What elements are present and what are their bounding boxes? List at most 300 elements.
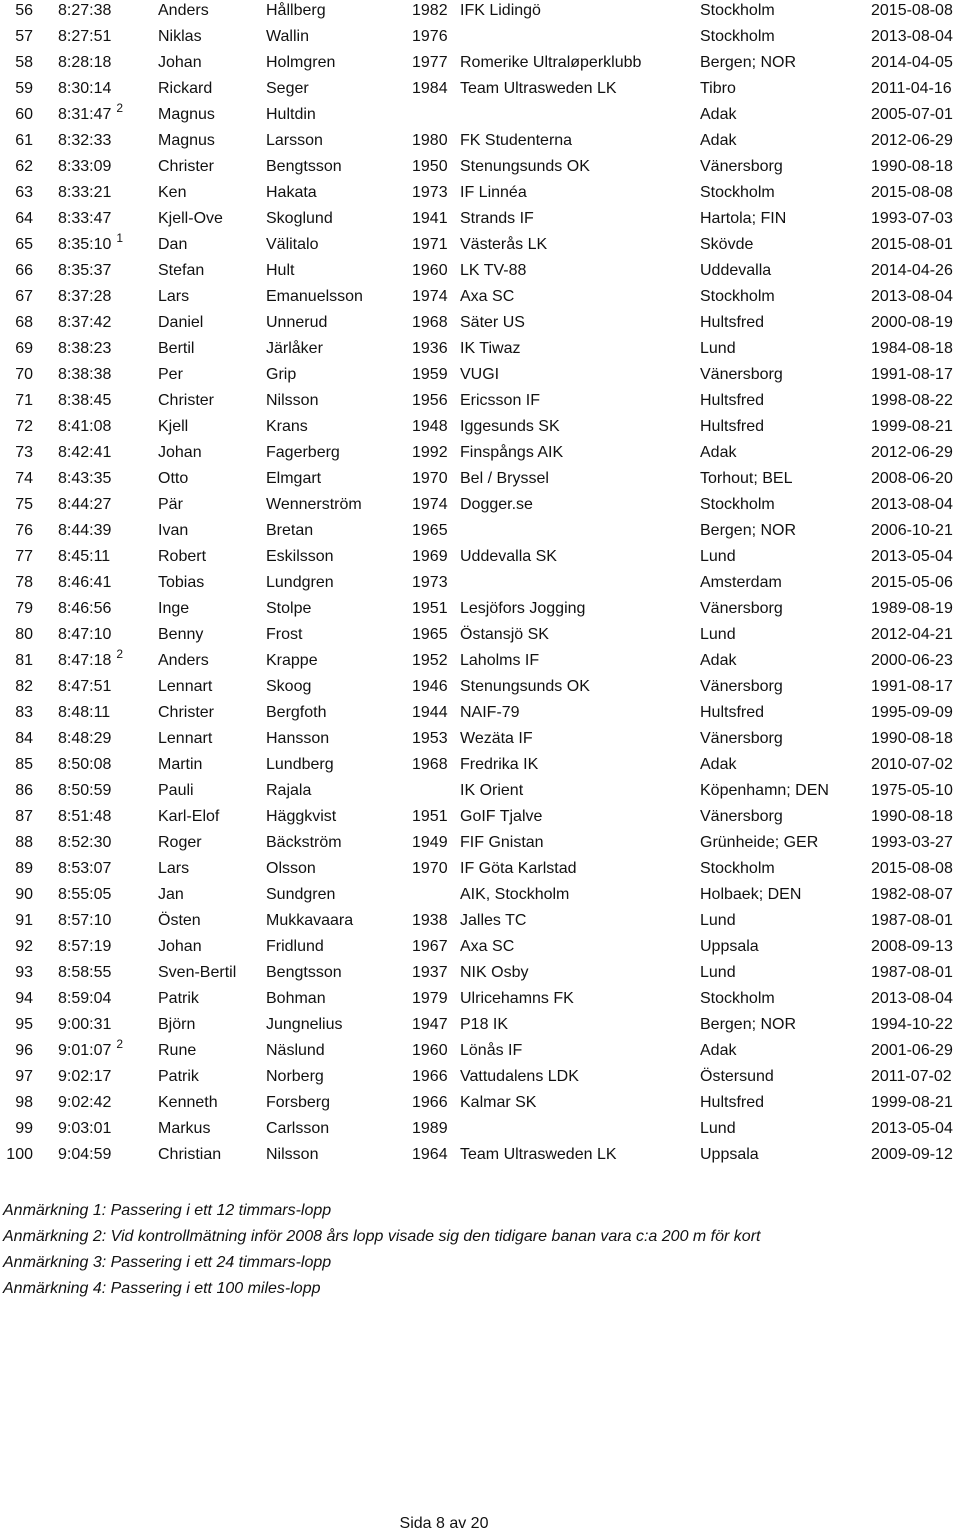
birth-year-cell: 1941 xyxy=(412,210,448,227)
place-cell: Hultsfred xyxy=(700,314,765,331)
rank-cell: 66 xyxy=(15,262,33,279)
birth-year-cell: 1965 xyxy=(412,522,448,539)
first-name-cell: Christer xyxy=(158,158,215,175)
first-name-cell: Johan xyxy=(158,54,202,71)
place-cell: Grünheide; GER xyxy=(700,834,819,851)
first-name-cell: Martin xyxy=(158,756,203,773)
place-cell: Adak xyxy=(700,132,737,149)
last-name-cell: Bengtsson xyxy=(266,158,342,175)
birth-year-cell: 1970 xyxy=(412,470,448,487)
last-name-cell: Frost xyxy=(266,626,303,643)
table-row xyxy=(0,1037,960,1066)
time-value: 8:57:10 xyxy=(58,912,112,929)
club-cell: Västerås LK xyxy=(460,236,548,253)
time-value: 8:35:37 xyxy=(58,262,112,279)
club-cell: Team Ultrasweden LK xyxy=(460,80,617,97)
table-row xyxy=(0,728,960,754)
birth-year-cell: 1950 xyxy=(412,158,448,175)
note-marker: 2 xyxy=(116,647,124,661)
time-value: 8:58:55 xyxy=(58,964,112,981)
time-cell xyxy=(58,365,111,385)
club-cell: Team Ultrasweden LK xyxy=(460,1146,617,1163)
date-cell: 2014-04-26 xyxy=(871,262,953,279)
place-cell: Bergen; NOR xyxy=(700,54,797,71)
last-name-cell: Carlsson xyxy=(266,1120,330,1137)
club-cell: Kalmar SK xyxy=(460,1094,537,1111)
date-cell: 1993-07-03 xyxy=(871,210,953,227)
date-cell: 2014-04-05 xyxy=(871,54,953,71)
date-cell: 2010-07-02 xyxy=(871,756,953,773)
time-cell xyxy=(58,807,111,827)
date-cell: 2006-10-21 xyxy=(871,522,953,539)
first-name-cell: Jan xyxy=(158,886,184,903)
place-cell: Stockholm xyxy=(700,288,775,305)
birth-year-cell: 1973 xyxy=(412,574,448,591)
date-cell: 1991-08-17 xyxy=(871,678,953,695)
first-name-cell: Daniel xyxy=(158,314,204,331)
club-cell: Dogger.se xyxy=(460,496,533,513)
rank-cell: 59 xyxy=(15,80,33,97)
rank-cell: 65 xyxy=(15,236,33,253)
first-name-cell: Karl-Elof xyxy=(158,808,220,825)
first-name-cell: Stefan xyxy=(158,262,205,279)
time-cell xyxy=(58,313,111,333)
time-value: 8:27:51 xyxy=(58,28,112,45)
table-row xyxy=(0,910,960,936)
last-name-cell: Eskilsson xyxy=(266,548,334,565)
rank-cell: 83 xyxy=(15,704,33,721)
club-cell: IF Göta Karlstad xyxy=(460,860,577,877)
rank-cell: 61 xyxy=(15,132,33,149)
time-cell xyxy=(58,521,111,541)
club-cell: Strands IF xyxy=(460,210,534,227)
rank-cell: 96 xyxy=(15,1042,33,1059)
table-row xyxy=(0,647,960,676)
time-cell xyxy=(58,261,111,281)
time-cell xyxy=(58,1067,111,1087)
club-cell: Östansjö SK xyxy=(460,626,549,643)
date-cell: 1987-08-01 xyxy=(871,964,953,981)
first-name-cell: Kjell-Ove xyxy=(158,210,223,227)
club-cell: Lönås IF xyxy=(460,1042,523,1059)
date-cell: 1998-08-22 xyxy=(871,392,953,409)
time-cell xyxy=(58,677,111,697)
table-row xyxy=(0,624,960,650)
last-name-cell: Norberg xyxy=(266,1068,324,1085)
place-cell: Adak xyxy=(700,652,737,669)
time-cell xyxy=(58,417,111,437)
note-marker: 2 xyxy=(116,101,124,115)
club-cell: Lesjöfors Jogging xyxy=(460,600,586,617)
time-value: 8:45:11 xyxy=(58,548,111,565)
time-value: 8:28:18 xyxy=(58,54,112,71)
time-cell xyxy=(58,625,111,645)
table-row xyxy=(0,52,960,78)
date-cell: 2011-04-16 xyxy=(871,80,952,97)
time-cell xyxy=(58,53,111,73)
rank-cell: 71 xyxy=(15,392,33,409)
rank-cell: 86 xyxy=(15,782,33,799)
last-name-cell: Lundgren xyxy=(266,574,334,591)
time-cell xyxy=(58,599,111,619)
time-cell xyxy=(58,885,111,905)
last-name-cell: Fridlund xyxy=(266,938,324,955)
note-line-2: Anmärkning 2: Vid kontrollmätning inför 2008 års lopp visade sig den tidigare banan vara c:a 200 m för kort xyxy=(3,1228,761,1245)
last-name-cell: Holmgren xyxy=(266,54,336,71)
time-value: 8:33:09 xyxy=(58,158,112,175)
last-name-cell: Järlåker xyxy=(266,340,323,357)
rank-cell: 81 xyxy=(15,652,33,669)
place-cell: Stockholm xyxy=(700,2,775,19)
place-cell: Lund xyxy=(700,626,736,643)
table-row xyxy=(0,0,960,26)
club-cell: Laholms IF xyxy=(460,652,540,669)
last-name-cell: Krans xyxy=(266,418,308,435)
time-value: 8:35:10 xyxy=(58,236,112,253)
last-name-cell: Bergfoth xyxy=(266,704,327,721)
time-cell xyxy=(58,27,111,47)
rank-cell: 63 xyxy=(15,184,33,201)
time-value: 8:47:10 xyxy=(58,626,112,643)
club-cell: Romerike Ultraløperklubb xyxy=(460,54,642,71)
place-cell: Vänersborg xyxy=(700,158,783,175)
table-row xyxy=(0,572,960,598)
club-cell: IK Tiwaz xyxy=(460,340,521,357)
birth-year-cell: 1964 xyxy=(412,1146,448,1163)
time-cell xyxy=(58,547,110,567)
table-row xyxy=(0,702,960,728)
table-row xyxy=(0,182,960,208)
time-value: 8:32:33 xyxy=(58,132,112,149)
table-row xyxy=(0,754,960,780)
time-cell xyxy=(58,963,111,983)
time-value: 8:48:11 xyxy=(58,704,111,721)
table-row xyxy=(0,101,960,130)
table-row xyxy=(0,546,960,572)
last-name-cell: Forsberg xyxy=(266,1094,331,1111)
time-cell xyxy=(58,1145,111,1165)
birth-year-cell: 1960 xyxy=(412,262,448,279)
place-cell: Torhout; BEL xyxy=(700,470,793,487)
time-cell xyxy=(58,1,111,21)
rank-cell: 68 xyxy=(15,314,33,331)
date-cell: 1982-08-07 xyxy=(871,886,953,903)
time-value: 8:44:27 xyxy=(58,496,112,513)
club-cell: FIF Gnistan xyxy=(460,834,544,851)
place-cell: Hultsfred xyxy=(700,418,765,435)
last-name-cell: Bohman xyxy=(266,990,326,1007)
date-cell: 2013-08-04 xyxy=(871,28,953,45)
table-row xyxy=(0,442,960,468)
birth-year-cell: 1944 xyxy=(412,704,448,721)
date-cell: 2013-05-04 xyxy=(871,548,953,565)
time-value: 9:00:31 xyxy=(58,1016,112,1033)
table-row xyxy=(0,1014,960,1040)
rank-cell: 78 xyxy=(15,574,33,591)
date-cell: 2000-06-23 xyxy=(871,652,953,669)
club-cell: Axa SC xyxy=(460,288,515,305)
date-cell: 1987-08-01 xyxy=(871,912,953,929)
first-name-cell: Johan xyxy=(158,938,202,955)
table-row xyxy=(0,468,960,494)
rank-cell: 56 xyxy=(15,2,33,19)
time-value: 8:30:14 xyxy=(58,80,112,97)
first-name-cell: Dan xyxy=(158,236,188,253)
time-value: 8:41:08 xyxy=(58,418,112,435)
table-row xyxy=(0,286,960,312)
place-cell: Köpenhamn; DEN xyxy=(700,782,829,799)
table-row xyxy=(0,676,960,702)
first-name-cell: Per xyxy=(158,366,183,383)
club-cell: Fredrika IK xyxy=(460,756,539,773)
date-cell: 2013-08-04 xyxy=(871,990,953,1007)
time-cell xyxy=(58,833,111,853)
club-cell: AIK, Stockholm xyxy=(460,886,570,903)
place-cell: Östersund xyxy=(700,1068,774,1085)
place-cell: Uppsala xyxy=(700,1146,759,1163)
date-cell: 2009-09-12 xyxy=(871,1146,953,1163)
rank-cell: 72 xyxy=(15,418,33,435)
table-row xyxy=(0,312,960,338)
last-name-cell: Välitalo xyxy=(266,236,319,253)
rank-cell: 89 xyxy=(15,860,33,877)
table-row xyxy=(0,962,960,988)
place-cell: Lund xyxy=(700,548,736,565)
table-row xyxy=(0,130,960,156)
club-cell: Vattudalens LDK xyxy=(460,1068,579,1085)
table-row xyxy=(0,78,960,104)
first-name-cell: Patrik xyxy=(158,990,199,1007)
time-cell xyxy=(58,339,111,359)
place-cell: Adak xyxy=(700,756,737,773)
first-name-cell: Bertil xyxy=(158,340,195,357)
table-row xyxy=(0,494,960,520)
rank-cell: 84 xyxy=(15,730,33,747)
place-cell: Hartola; FIN xyxy=(700,210,787,227)
club-cell: NAIF-79 xyxy=(460,704,520,721)
time-value: 8:46:56 xyxy=(58,600,112,617)
birth-year-cell: 1973 xyxy=(412,184,448,201)
birth-year-cell: 1949 xyxy=(412,834,448,851)
place-cell: Hultsfred xyxy=(700,392,765,409)
last-name-cell: Sundgren xyxy=(266,886,336,903)
rank-cell: 57 xyxy=(15,28,33,45)
first-name-cell: Lennart xyxy=(158,678,213,695)
table-row xyxy=(0,988,960,1014)
date-cell: 1999-08-21 xyxy=(871,418,953,435)
time-cell xyxy=(58,1119,111,1139)
place-cell: Lund xyxy=(700,1120,736,1137)
note-marker: 1 xyxy=(116,231,124,245)
time-value: 8:37:42 xyxy=(58,314,112,331)
first-name-cell: Kjell xyxy=(158,418,189,435)
last-name-cell: Mukkavaara xyxy=(266,912,354,929)
first-name-cell: Christer xyxy=(158,704,215,721)
time-value: 8:42:41 xyxy=(58,444,112,461)
club-cell: Iggesunds SK xyxy=(460,418,560,435)
first-name-cell: Anders xyxy=(158,2,209,19)
place-cell: Lund xyxy=(700,912,736,929)
first-name-cell: Benny xyxy=(158,626,204,643)
time-cell xyxy=(58,469,111,489)
table-row xyxy=(0,1092,960,1118)
date-cell: 2013-08-04 xyxy=(871,288,953,305)
rank-cell: 95 xyxy=(15,1016,33,1033)
date-cell: 2012-06-29 xyxy=(871,444,953,461)
first-name-cell: Magnus xyxy=(158,106,215,123)
club-cell: Jalles TC xyxy=(460,912,527,929)
club-cell: LK TV-88 xyxy=(460,262,527,279)
time-value: 8:47:18 xyxy=(58,652,112,669)
place-cell: Hultsfred xyxy=(700,1094,765,1111)
time-cell xyxy=(58,287,111,307)
first-name-cell: Anders xyxy=(158,652,209,669)
rank-cell: 75 xyxy=(15,496,33,513)
birth-year-cell: 1976 xyxy=(412,28,448,45)
time-value: 8:57:19 xyxy=(58,938,112,955)
time-value: 8:44:39 xyxy=(58,522,112,539)
time-value: 8:50:59 xyxy=(58,782,112,799)
club-cell: FK Studenterna xyxy=(460,132,573,149)
table-row xyxy=(0,390,960,416)
birth-year-cell: 1948 xyxy=(412,418,448,435)
place-cell: Stockholm xyxy=(700,860,775,877)
place-cell: Adak xyxy=(700,1042,737,1059)
birth-year-cell: 1952 xyxy=(412,652,448,669)
date-cell: 2015-08-08 xyxy=(871,184,953,201)
last-name-cell: Bäckström xyxy=(266,834,342,851)
time-cell xyxy=(58,1037,124,1061)
rank-cell: 92 xyxy=(15,938,33,955)
place-cell: Hultsfred xyxy=(700,704,765,721)
page-number: Sida 8 av 20 xyxy=(399,1515,489,1532)
first-name-cell: Christian xyxy=(158,1146,222,1163)
birth-year-cell: 1956 xyxy=(412,392,448,409)
rank-cell: 99 xyxy=(15,1120,33,1137)
time-cell xyxy=(58,183,111,203)
first-name-cell: Markus xyxy=(158,1120,211,1137)
first-name-cell: Patrik xyxy=(158,1068,199,1085)
rank-cell: 82 xyxy=(15,678,33,695)
last-name-cell: Rajala xyxy=(266,782,312,799)
notes-section xyxy=(3,1198,760,1302)
birth-year-cell: 1951 xyxy=(412,808,448,825)
rank-cell: 64 xyxy=(15,210,33,227)
first-name-cell: Tobias xyxy=(158,574,205,591)
table-row xyxy=(0,208,960,234)
date-cell: 2015-08-01 xyxy=(871,236,953,253)
club-cell: Bel / Bryssel xyxy=(460,470,549,487)
first-name-cell: Niklas xyxy=(158,28,202,45)
first-name-cell: Otto xyxy=(158,470,189,487)
table-row xyxy=(0,520,960,546)
last-name-cell: Larsson xyxy=(266,132,323,149)
club-cell: VUGI xyxy=(460,366,500,383)
birth-year-cell: 1968 xyxy=(412,756,448,773)
date-cell: 2012-04-21 xyxy=(871,626,953,643)
rank-cell: 97 xyxy=(15,1068,33,1085)
rank-cell: 80 xyxy=(15,626,33,643)
first-name-cell: Lars xyxy=(158,288,190,305)
first-name-cell: Ivan xyxy=(158,522,189,539)
last-name-cell: Fagerberg xyxy=(266,444,340,461)
birth-year-cell: 1982 xyxy=(412,2,448,19)
place-cell: Stockholm xyxy=(700,184,775,201)
place-cell: Holbaek; DEN xyxy=(700,886,802,903)
birth-year-cell: 1965 xyxy=(412,626,448,643)
time-cell xyxy=(58,79,111,99)
last-name-cell: Skoglund xyxy=(266,210,333,227)
last-name-cell: Lundberg xyxy=(266,756,334,773)
last-name-cell: Olsson xyxy=(266,860,316,877)
date-cell: 1991-08-17 xyxy=(871,366,953,383)
table-row xyxy=(0,858,960,884)
time-cell xyxy=(58,101,124,125)
first-name-cell: Kenneth xyxy=(158,1094,218,1111)
date-cell: 2000-08-19 xyxy=(871,314,953,331)
club-cell: IK Orient xyxy=(460,782,524,799)
date-cell: 1989-08-19 xyxy=(871,600,953,617)
time-cell xyxy=(58,989,111,1009)
birth-year-cell: 1951 xyxy=(412,600,448,617)
club-cell: Stenungsunds OK xyxy=(460,158,590,175)
time-value: 8:53:07 xyxy=(58,860,112,877)
rank-cell: 98 xyxy=(15,1094,33,1111)
table-row xyxy=(0,416,960,442)
table-row xyxy=(0,364,960,390)
time-value: 9:03:01 xyxy=(58,1120,112,1137)
last-name-cell: Hansson xyxy=(266,730,330,747)
date-cell: 1995-09-09 xyxy=(871,704,953,721)
club-cell: Wezäta IF xyxy=(460,730,533,747)
last-name-cell: Bengtsson xyxy=(266,964,342,981)
date-cell: 2008-09-13 xyxy=(871,938,953,955)
rank-cell: 70 xyxy=(15,366,33,383)
time-cell xyxy=(58,443,111,463)
first-name-cell: Rickard xyxy=(158,80,213,97)
time-cell xyxy=(58,729,111,749)
last-name-cell: Bretan xyxy=(266,522,314,539)
date-cell: 2013-05-04 xyxy=(871,1120,953,1137)
last-name-cell: Wennerström xyxy=(266,496,362,513)
first-name-cell: Rune xyxy=(158,1042,197,1059)
first-name-cell: Lars xyxy=(158,860,190,877)
date-cell: 1990-08-18 xyxy=(871,808,953,825)
birth-year-cell: 1937 xyxy=(412,964,448,981)
last-name-cell: Emanuelsson xyxy=(266,288,363,305)
table-row xyxy=(0,598,960,624)
place-cell: Adak xyxy=(700,106,737,123)
date-cell: 2008-06-20 xyxy=(871,470,953,487)
place-cell: Tibro xyxy=(700,80,736,97)
time-value: 8:47:51 xyxy=(58,678,112,695)
time-value: 8:48:29 xyxy=(58,730,112,747)
rank-cell: 85 xyxy=(15,756,33,773)
birth-year-cell: 1946 xyxy=(412,678,448,695)
club-cell: Finspångs AIK xyxy=(460,444,564,461)
date-cell: 1999-08-21 xyxy=(871,1094,953,1111)
time-cell xyxy=(58,1093,111,1113)
club-cell: GoIF Tjalve xyxy=(460,808,543,825)
place-cell: Vänersborg xyxy=(700,600,783,617)
club-cell: Uddevalla SK xyxy=(460,548,557,565)
birth-year-cell: 1967 xyxy=(412,938,448,955)
note-line-3: Anmärkning 3: Passering i ett 24 timmars-lopp xyxy=(3,1254,332,1271)
date-cell: 2015-08-08 xyxy=(871,860,953,877)
last-name-cell: Elmgart xyxy=(266,470,322,487)
table-row xyxy=(0,806,960,832)
time-cell xyxy=(58,859,111,879)
